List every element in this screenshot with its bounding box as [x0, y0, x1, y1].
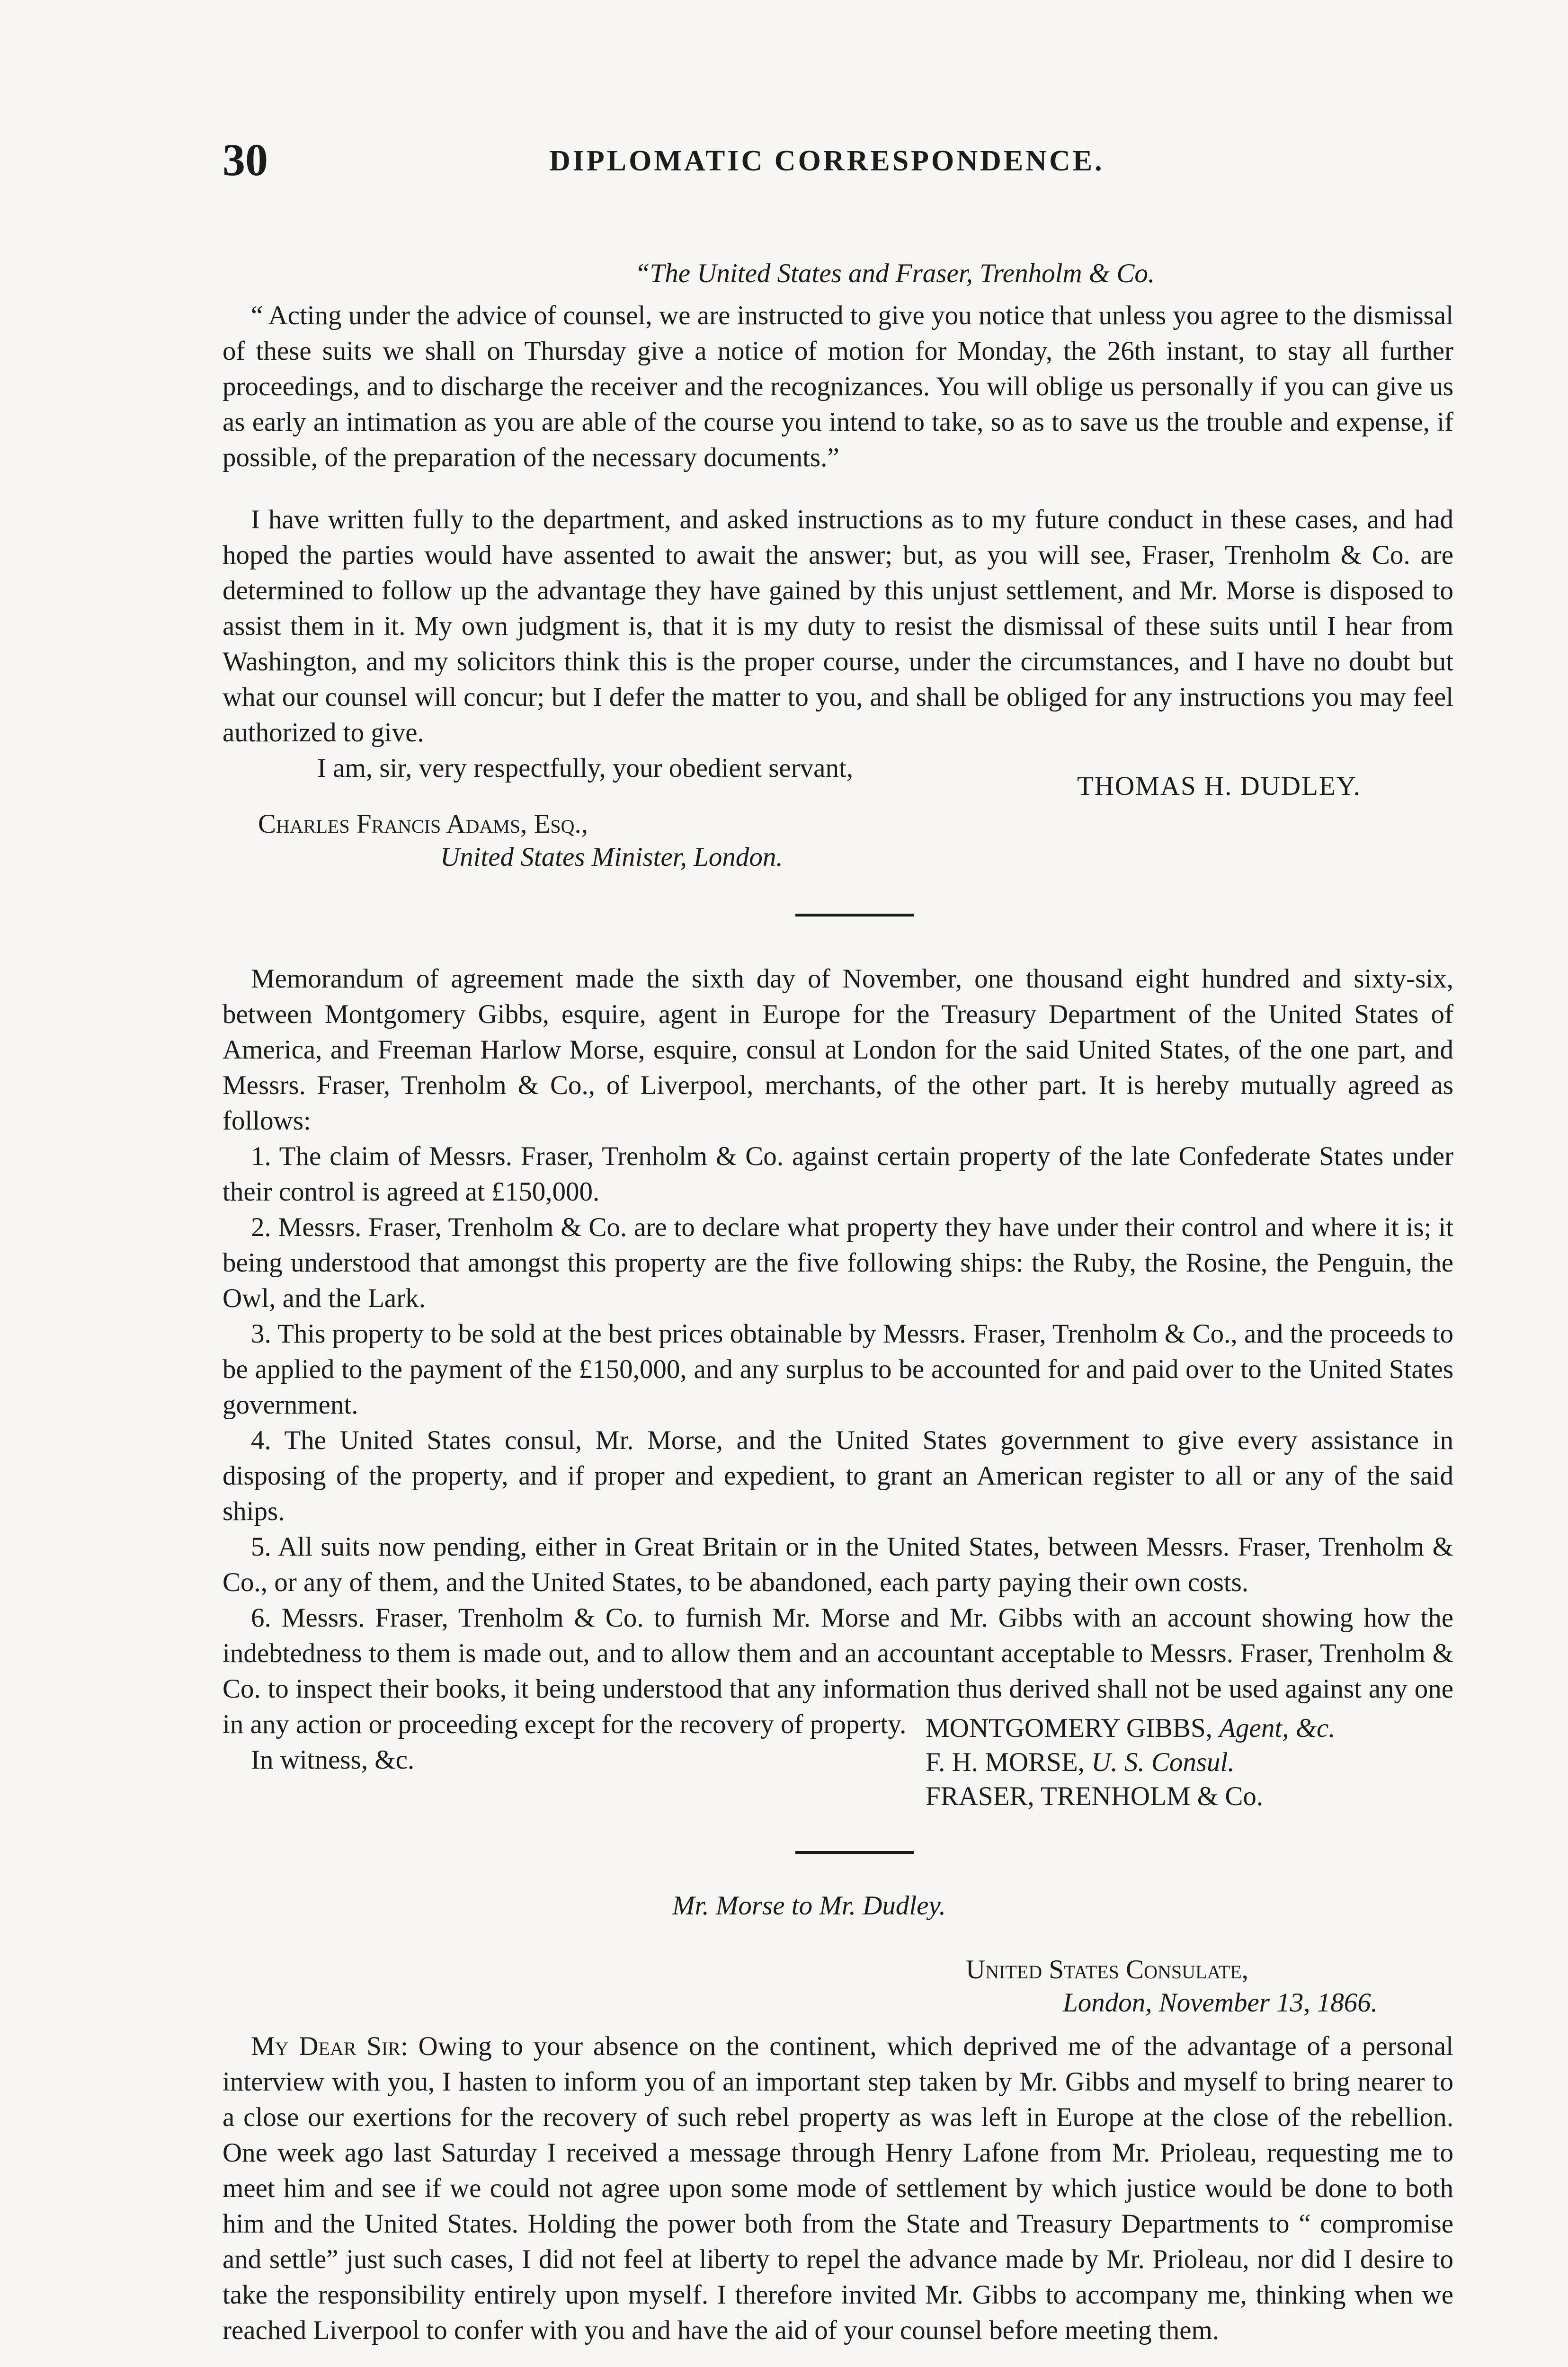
- page-number: 30: [223, 134, 268, 185]
- morse-letter-salutation: My Dear Sir:: [251, 2031, 408, 2061]
- signatory-name: F. H. MORSE,: [926, 1747, 1085, 1777]
- morse-letter-text: Owing to your absence on the continent, which deprived me of the advantage of a personal interview with you, I hasten to inform you of an important step taken by Mr. Gibbs and myself to bring nearer to a close our exertions for the recovery of such rebel property as was left in Europe at the close of the rebellion. One week ago last Saturday I received a message through Henry Lafone from Mr. Prioleau, requesting me to meet him and see if we could not agree upon some mode of settlement by which justice would be done to both him and the United States. Holding the power both from the State and Treasury Departments to “ compromise and settle” just such cases, I did not feel at liberty to repel the advance made by Mr. Prioleau, nor did I desire to take the responsibility entirely upon myself. I therefore invited Mr. Gibbs to accompany me, thinking when we reached Liverpool to confer with you and have the aid of your counsel before meeting them.: [223, 2031, 1453, 2345]
- memorandum-item: 5. All suits now pending, either in Great Britain or in the United States, between Messrs. Fraser, Trenholm & Co., or any of them, and the United States, to be abandoned, each party paying their own costs.: [223, 1532, 1453, 1597]
- section-divider: [795, 914, 914, 917]
- signatory-role: Agent, &c.: [1219, 1713, 1336, 1743]
- memorandum-witness: In witness, &c.: [251, 1745, 415, 1775]
- memorandum-item: 1. The claim of Messrs. Fraser, Trenholm & Co. against certain property of the late Confederate States under their control is agreed at £150,000.: [223, 1141, 1453, 1207]
- memorandum-intro: Memorandum of agreement made the sixth day of November, one thousand eight hundred and sixty-six, between Montgomery Gibbs, esquire, agent in Europe for the Treasury Department of the United States of America, and Freeman Harlow Morse, esquire, consul at London for the said United States, of the one part, and Messrs. Fraser, Trenholm & Co., of Liverpool, merchants, of the other part. It is hereby mutually agreed as follows:: [223, 964, 1453, 1136]
- morse-letter-date: London, November 13, 1866.: [1063, 1988, 1378, 2018]
- signatory: [926, 1745, 1336, 1780]
- signatory-name: MONTGOMERY GIBBS,: [926, 1713, 1212, 1743]
- memorandum-signatories: [926, 1711, 1336, 1814]
- morse-letter-body: [223, 2029, 1453, 2348]
- quoted-letter-caption: “The United States and Fraser, Trenholm & Co.: [634, 258, 1155, 288]
- morse-letter-place: United States Consulate,: [966, 1955, 1249, 1984]
- letter-signature: THOMAS H. DUDLEY.: [1077, 771, 1361, 801]
- signatory-role: U. S. Consul.: [1091, 1747, 1235, 1777]
- quoted-letter: [223, 256, 1453, 475]
- morse-letter-heading: Mr. Morse to Mr. Dudley.: [672, 1891, 946, 1921]
- running-title: DIPLOMATIC CORRESPONDENCE.: [549, 145, 1105, 177]
- letter-closing: I am, sir, very respectfully, your obedient servant,: [317, 753, 854, 783]
- signatory: [926, 1711, 1336, 1745]
- letter-paragraph: I have written fully to the department, and asked instructions as to my future conduct in these cases, and had hoped the parties would have assented to await the answer; but, as you will see, Fraser, Trenholm & Co. are determined to follow up the advantage they have gained by this unjust settlement, and Mr. Morse is disposed to assist them in it. My own judgment is, that it is my duty to resist the dismissal of these suits until I hear from Washington, and my solicitors think this is the proper course, under the circumstances, and I have no doubt but what our counsel will concur; but I defer the matter to you, and shall be obliged for any instructions you may feel authorized to give.: [223, 505, 1453, 747]
- section-divider: [795, 1851, 914, 1854]
- memorandum-item: 3. This property to be sold at the best prices obtainable by Messrs. Fraser, Trenholm & Co., and the proceeds to be applied to the payment of the £150,000, and any surplus to be accounted for and paid over to the United States government.: [223, 1319, 1453, 1420]
- signatory: [926, 1780, 1336, 1814]
- addressee-name: Charles Francis Adams, Esq.,: [258, 809, 588, 839]
- memorandum-item: 6. Messrs. Fraser, Trenholm & Co. to furnish Mr. Morse and Mr. Gibbs with an account showing how the indebtedness to them is made out, and to allow them and an accountant acceptable to Messrs. Fraser, Trenholm & Co. to inspect their books, it being understood that any information thus derived shall not be used against any one in any action or proceeding except for the recovery of property.: [223, 1603, 1453, 1739]
- memorandum: [223, 961, 1453, 1778]
- letter-body: [223, 502, 1453, 786]
- morse-letter-paragraph: [223, 2029, 1453, 2348]
- memorandum-item: 2. Messrs. Fraser, Trenholm & Co. are to declare what property they have under their control and where it is; it being understood that amongst this property are the five following ships: the Ruby, the Rosine, the Penguin, the Owl, and the Lark.: [223, 1212, 1453, 1313]
- memorandum-item: 4. The United States consul, Mr. Morse, and the United States government to give every assistance in disposing of the property, and if proper and expedient, to grant an American register to all or any of the said ships.: [223, 1425, 1453, 1526]
- addressee-title: United States Minister, London.: [440, 842, 783, 872]
- quoted-letter-paragraph: “ Acting under the advice of counsel, we are instructed to give you notice that unless you agree to the dismissal of these suits we shall on Thursday give a notice of motion for Monday, the 26th instant, to stay all further proceedings, and to discharge the receiver and the recognizances. You will oblige us personally if you can give us as early an intimation as you are able of the course you intend to take, so as to save us the trouble and expense, if possible, of the preparation of the necessary documents.”: [223, 301, 1453, 472]
- signatory-name: FRASER, TRENHOLM & Co.: [926, 1781, 1264, 1811]
